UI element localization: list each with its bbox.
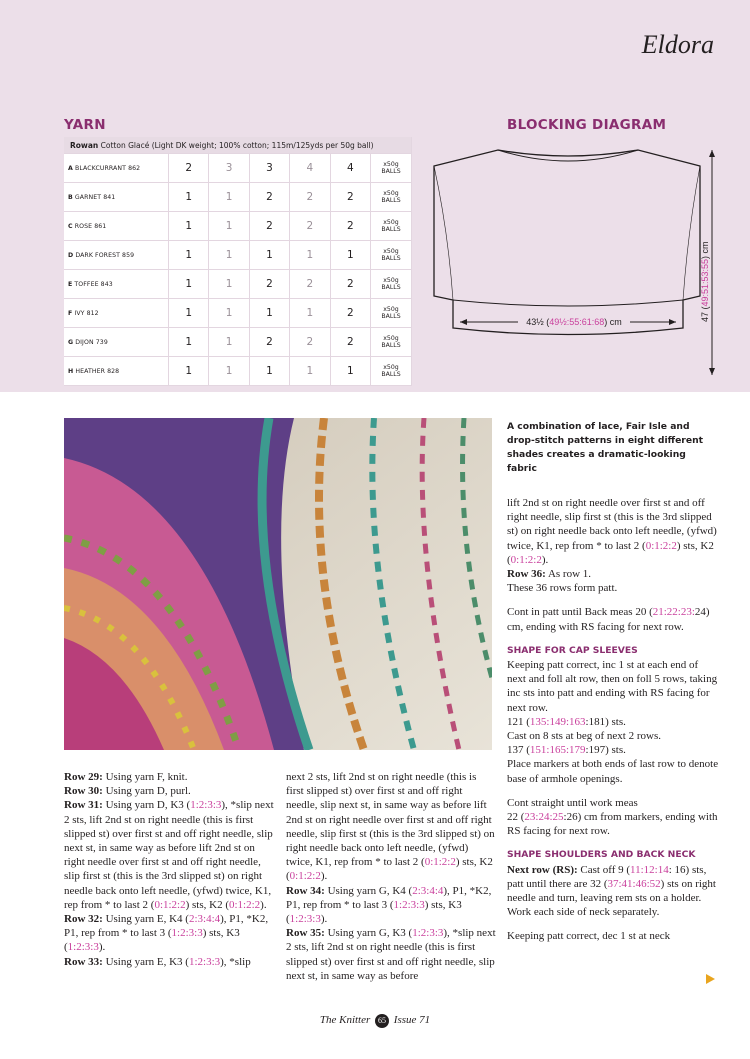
- yarn-row: [64, 270, 412, 299]
- yarn-quantity: 2: [330, 212, 370, 241]
- yarn-quantity: 4: [330, 154, 370, 183]
- yarn-quantity: 2: [249, 183, 289, 212]
- yarn-quantity: 1: [169, 357, 209, 386]
- yarn-table: [64, 137, 412, 386]
- yarn-quantity: 1: [169, 270, 209, 299]
- length-measurement: 47 (49:51:53:55) cm: [700, 241, 710, 322]
- yarn-quantity: 1: [169, 183, 209, 212]
- yarn-brand: Rowan: [70, 140, 99, 150]
- blocking-diagram: [420, 140, 720, 380]
- yarn-unit: x50g BALLS: [371, 241, 412, 270]
- yarn-quantity: 2: [330, 299, 370, 328]
- yarn-shade: E TOFFEE 843: [64, 270, 169, 299]
- yarn-quantity: 2: [249, 270, 289, 299]
- yarn-quantity: 4: [290, 154, 330, 183]
- yarn-row: [64, 357, 412, 386]
- yarn-unit: x50g BALLS: [371, 328, 412, 357]
- yarn-description: Cotton Glacé (Light DK weight; 100% cotton; 115m/125yds per 50g ball): [100, 140, 374, 150]
- garment-outline: [434, 150, 700, 335]
- yarn-shade: B GARNET 841: [64, 183, 169, 212]
- yarn-quantity: 2: [330, 183, 370, 212]
- yarn-quantity: 1: [249, 299, 289, 328]
- yarn-quantity: 1: [290, 357, 330, 386]
- yarn-row: [64, 183, 412, 212]
- yarn-quantity: 1: [249, 241, 289, 270]
- knitted-fabric-photo: [64, 418, 492, 750]
- yarn-unit: x50g BALLS: [371, 270, 412, 299]
- yarn-quantity: 1: [209, 212, 249, 241]
- yarn-heading: YARN: [64, 117, 106, 133]
- pattern-title: Eldora: [641, 30, 714, 59]
- yarn-unit: x50g BALLS: [371, 183, 412, 212]
- instructions-column-3: lift 2nd st on right needle over first st and off right needle, slip first st (this is the 3rd slipped st) on right needle back onto left needle, (yfwd) twice, K1, rep from * to last 2 (0:1:2:2) sts, K2 (0:1:2:2). Row 36: As row 1. These 36 rows form patt. Cont in patt until Back meas 20 (21:22:23:24) cm, ending with RS facing for next row. SHAPE FOR CAP SLEEVES Keeping patt correct, inc 1 st at each end of next and foll alt row, then on foll 5 rows, taking inc sts into patt and ending with RS facing for next row. 121 (135:149:163:181) sts. Cast on 8 sts at beg of next 2 rows. 137 (151:165:179:197) sts. Place markers at both ends of last row to denote base of armhole openings. Cont straight until work meas 22 (23:24:25:26) cm from markers, ending with RS facing for next row. SHAPE SHOULDERS AND BACK NECK Next row (RS): Cast off 9 (11:12:14: 16) sts, patt until there are 32 (37:41:46:52) sts on right needle and turn, leaving rem sts on a holder. Work each side of neck separately. Keeping patt correct, dec 1 st at neck: [507, 497, 719, 943]
- yarn-unit: x50g BALLS: [371, 357, 412, 386]
- yarn-quantity: 1: [209, 270, 249, 299]
- yarn-quantity: 1: [209, 241, 249, 270]
- yarn-quantity: 3: [209, 154, 249, 183]
- yarn-quantity: 2: [330, 328, 370, 357]
- page-footer: [0, 1014, 750, 1028]
- yarn-quantity: 1: [209, 357, 249, 386]
- yarn-unit: x50g BALLS: [371, 299, 412, 328]
- yarn-quantity: 1: [169, 299, 209, 328]
- yarn-quantity: 1: [169, 212, 209, 241]
- magazine-name: The Knitter: [319, 1014, 371, 1026]
- yarn-quantity: 2: [169, 154, 209, 183]
- yarn-quantity: 1: [169, 328, 209, 357]
- continue-arrow-icon: [706, 974, 715, 984]
- issue-number: Issue 71: [393, 1014, 431, 1026]
- yarn-quantity: 1: [290, 299, 330, 328]
- yarn-row: [64, 299, 412, 328]
- width-measurement: 43½ (49½:55:61:68) cm: [526, 317, 622, 327]
- yarn-quantity: 1: [209, 299, 249, 328]
- yarn-quantity: 2: [330, 270, 370, 299]
- yarn-quantity: 1: [249, 357, 289, 386]
- yarn-shade: F IVY 812: [64, 299, 169, 328]
- cap-sleeves-subheading: SHAPE FOR CAP SLEEVES: [507, 644, 638, 656]
- yarn-quantity: 2: [290, 212, 330, 241]
- instructions-column-2: next 2 sts, lift 2nd st on right needle (this is first slipped st) over first st and off right needle, slip next st, in same way as before lift 2nd st on right needle over first st and off right needle, slip first st (this is the 3rd slipped st) on right needle back onto left needle, (yfwd) twice, K1, rep from * to last 2 (0:1:2:2) sts, K2 (0:1:2:2). Row 34: Using yarn G, K4 (2:3:4:4), P1, *K2, P1, rep from * to last 3 (1:2:3:3) sts, K3 (1:2:3:3). Row 35: Using yarn G, K3 (1:2:3:3), *slip next 2 sts, lift 2nd st on right needle (this is first slipped st) over first st and off right needle, slip next st, in same way as before: [286, 771, 496, 982]
- yarn-quantity: 2: [290, 183, 330, 212]
- yarn-quantity: 2: [249, 328, 289, 357]
- yarn-shade: H HEATHER 828: [64, 357, 169, 386]
- yarn-quantity: 2: [290, 328, 330, 357]
- yarn-unit: x50g BALLS: [371, 154, 412, 183]
- yarn-row: [64, 212, 412, 241]
- yarn-table-header: [64, 137, 412, 154]
- yarn-quantity: 1: [169, 241, 209, 270]
- yarn-row: [64, 328, 412, 357]
- page-number: 65: [375, 1014, 389, 1028]
- yarn-row: [64, 154, 412, 183]
- shoulders-subheading: SHAPE SHOULDERS AND BACK NECK: [507, 849, 696, 861]
- blocking-diagram-heading: BLOCKING DIAGRAM: [507, 117, 667, 133]
- yarn-row: [64, 241, 412, 270]
- yarn-quantity: 1: [330, 241, 370, 270]
- yarn-shade: D DARK FOREST 859: [64, 241, 169, 270]
- yarn-shade: C ROSE 861: [64, 212, 169, 241]
- photo-caption: A combination of lace, Fair Isle and drop-stitch patterns in eight different shades creates a dramatic-looking fabric: [507, 421, 703, 474]
- yarn-quantity: 2: [290, 270, 330, 299]
- yarn-quantity: 3: [249, 154, 289, 183]
- yarn-quantity: 1: [209, 183, 249, 212]
- yarn-quantity: 1: [330, 357, 370, 386]
- yarn-quantity: 1: [209, 328, 249, 357]
- yarn-shade: G DIJON 739: [64, 328, 169, 357]
- yarn-unit: x50g BALLS: [371, 212, 412, 241]
- yarn-quantity: 2: [249, 212, 289, 241]
- instructions-column-1: Row 29: Using yarn F, knit. Row 30: Using yarn D, purl. Row 31: Using yarn D, K3 (1:2:3:3), *slip next 2 sts, lift 2nd st on right needle (this is first slipped st) over first st and off right needle, slip next st, in same way as before lift 2nd st on right needle over first st and off right needle, slip first st (this is the 3rd slipped st) on right needle back onto left needle, (yfwd) twice, K1, rep from * to last 2 (0:1:2:2) sts, K2 (0:1:2:2). Row 32: Using yarn E, K4 (2:3:4:4), P1, *K2, P1, rep from * to last 3 (1:2:3:3) sts, K3 (1:2:3:3). Row 33: Using yarn E, K3 (1:2:3:3), *slip: [64, 771, 274, 968]
- yarn-quantity: 1: [290, 241, 330, 270]
- yarn-shade: A BLACKCURRANT 862: [64, 154, 169, 183]
